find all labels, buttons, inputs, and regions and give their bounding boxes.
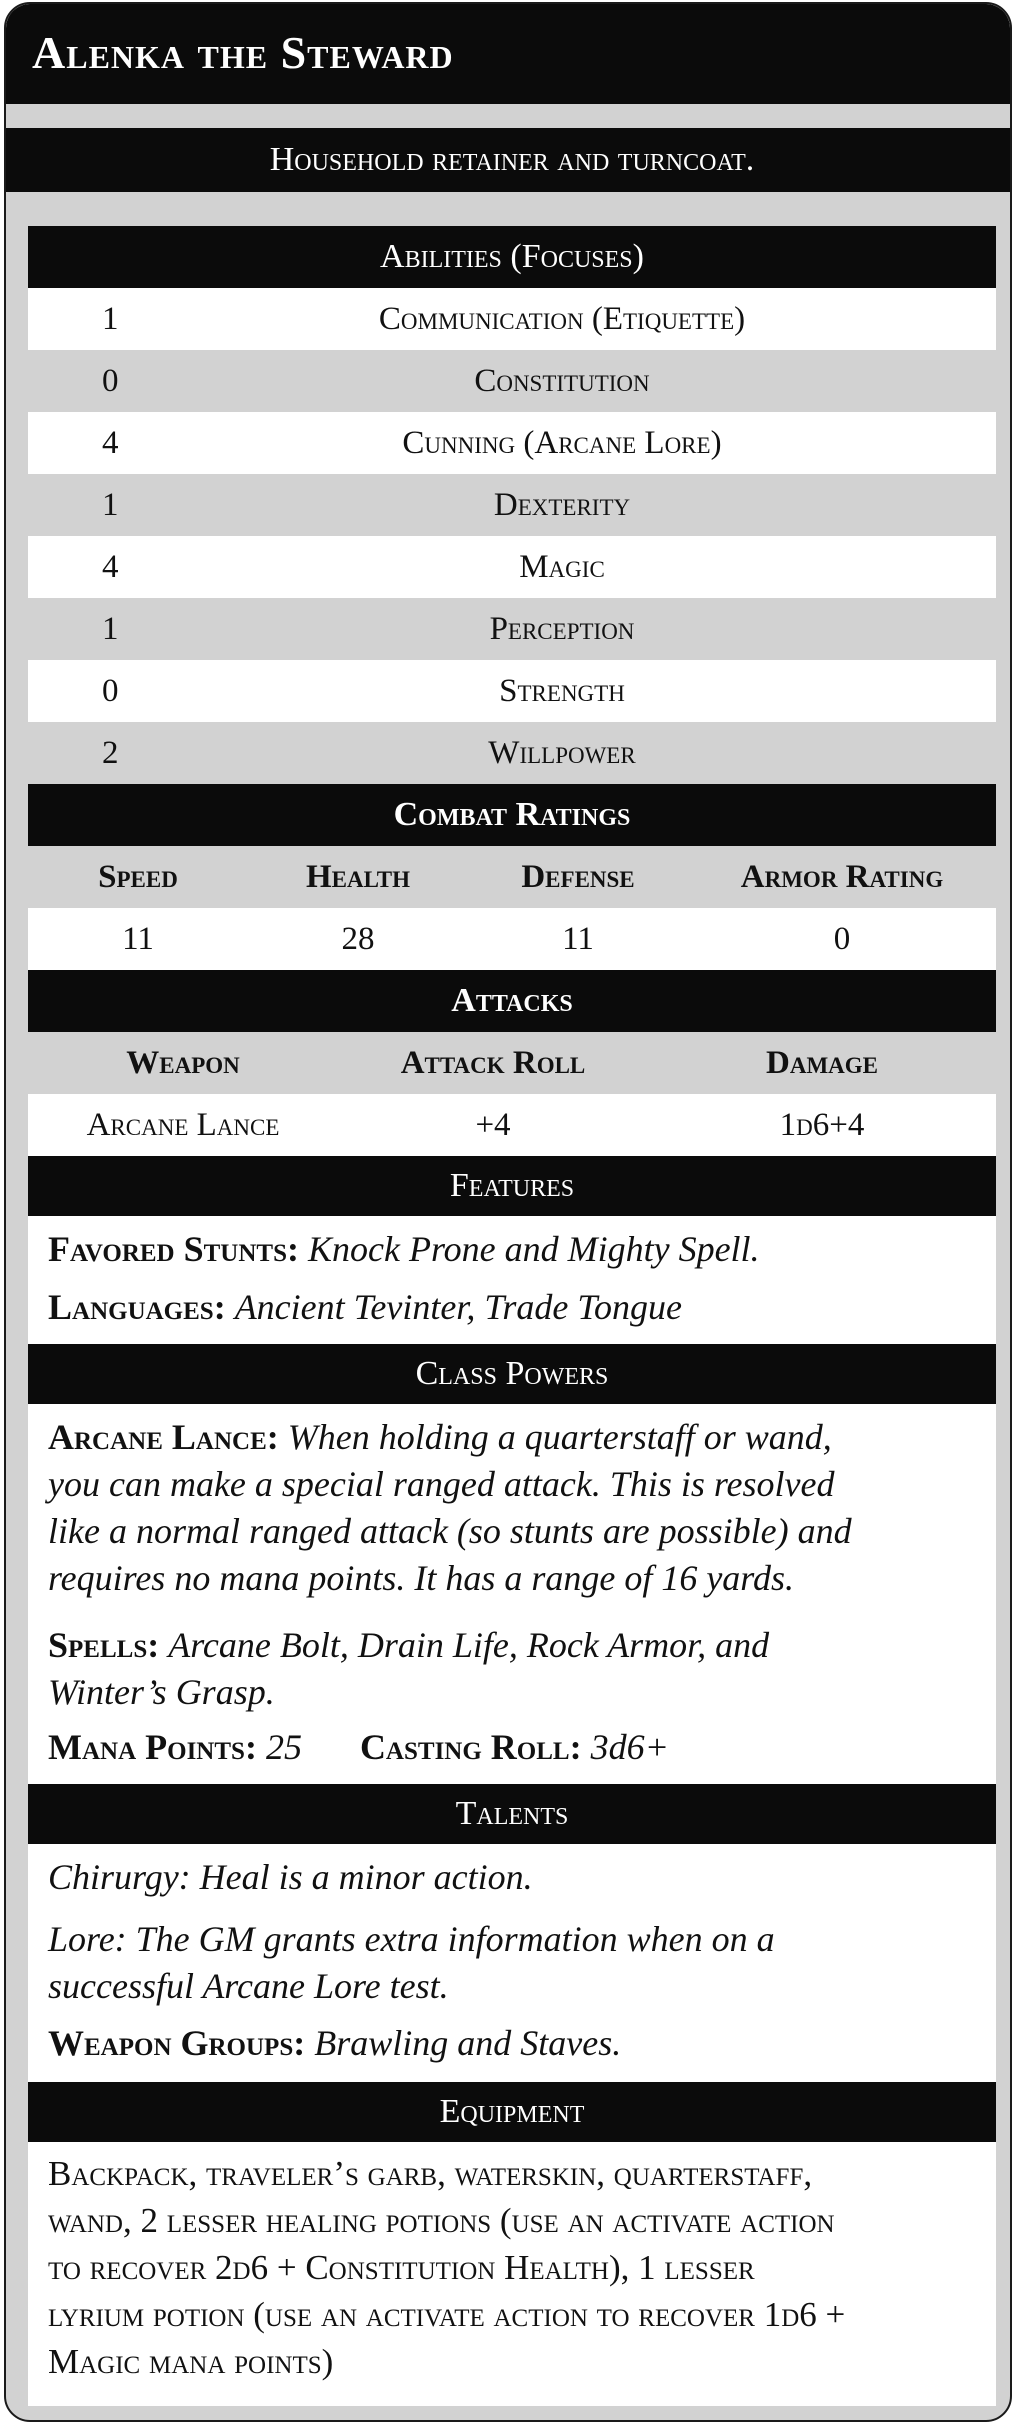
chirurgy-talent: Chirurgy: Heal is a minor action.: [48, 1857, 533, 1897]
languages-line: [48, 1284, 976, 1331]
ability-value: 4: [102, 549, 119, 585]
ability-row: [28, 722, 996, 784]
stat-block-card: [4, 2, 1012, 2422]
ability-value: 1: [102, 611, 119, 647]
ability-value: 0: [102, 363, 119, 399]
attack-roll-label: Attack Roll: [400, 1045, 586, 1081]
ability-value: 1: [102, 487, 119, 523]
equipment-box: [28, 2142, 996, 2406]
ability-name: Perception: [489, 611, 635, 647]
talents-header: Talents: [28, 1784, 996, 1844]
lore-talent: [48, 1916, 976, 2010]
attack-labels-row: [28, 1032, 996, 1094]
ability-value: 4: [102, 425, 119, 461]
ability-name: Dexterity: [493, 487, 631, 523]
lore-text: Lore: The GM grants extra information when on a: [48, 1919, 775, 1959]
ability-row: [28, 288, 996, 350]
health-label: Health: [305, 859, 411, 895]
weapon-groups-label: Weapon Groups:: [48, 2023, 306, 2063]
ability-name: Strength: [499, 673, 625, 709]
damage-label: Damage: [766, 1045, 878, 1081]
favored-stunts-line: [48, 1226, 976, 1273]
attacks-header: Attacks: [28, 970, 996, 1032]
weapon-label: Weapon: [126, 1045, 240, 1081]
talents-box: [28, 1844, 996, 2082]
casting-roll-value: 3d6+: [590, 1727, 669, 1767]
ability-name: Cunning (Arcane Lore): [402, 425, 722, 461]
favored-stunts-text: Knock Prone and Mighty Spell.: [307, 1229, 760, 1269]
equipment-line: wand, 2 lesser healing potions (use an activate action: [48, 2201, 835, 2240]
speed-label: Speed: [98, 859, 178, 895]
combat-labels-row: [28, 846, 996, 908]
ability-row: [28, 598, 996, 660]
spells-line: [48, 1622, 976, 1716]
character-description: Household retainer and turncoat.: [4, 128, 1012, 192]
ability-name: Communication (Etiquette): [378, 301, 746, 337]
title-bar: [6, 4, 1010, 104]
arcane-lance-text: like a normal ranged attack (so stunts are possible) and: [48, 1511, 852, 1551]
mana-points-value: 25: [265, 1727, 302, 1767]
features-header: Features: [28, 1156, 996, 1216]
speed-value: 11: [122, 921, 154, 957]
equipment-line: Backpack, traveler’s garb, waterskin, quarterstaff,: [48, 2154, 813, 2193]
attack-roll-value: +4: [475, 1107, 511, 1143]
attack-row: [28, 1094, 996, 1156]
character-name: Alenka the Steward: [32, 27, 454, 78]
ability-name: Willpower: [488, 735, 636, 771]
damage-value: 1d6+4: [779, 1107, 865, 1143]
arcane-lance-label: Arcane Lance:: [48, 1417, 279, 1457]
defense-value: 11: [562, 921, 594, 957]
arcane-lance-text: you can make a special ranged attack. This is resolved: [48, 1464, 835, 1504]
ability-row: [28, 660, 996, 722]
armor-rating-value: 0: [833, 921, 851, 957]
spells-text: Winter’s Grasp.: [48, 1672, 275, 1712]
ability-name: Magic: [519, 549, 605, 585]
class-powers-header: Class Powers: [28, 1344, 996, 1404]
combat-ratings-header: Combat Ratings: [28, 784, 996, 846]
ability-name: Constitution: [474, 363, 650, 399]
health-value: 28: [341, 921, 375, 957]
equipment-line: to recover 2d6 + Constitution Health), 1 lesser: [48, 2248, 755, 2287]
combat-values-row: [28, 908, 996, 970]
ability-row: [28, 412, 996, 474]
arcane-lance-power: [48, 1414, 976, 1602]
languages-text: Ancient Tevinter, Trade Tongue: [234, 1287, 683, 1327]
arcane-lance-text: requires no mana points. It has a range of 16 yards.: [48, 1558, 794, 1598]
weapon-groups-line: [48, 2020, 976, 2067]
arcane-lance-text: When holding a quarterstaff or wand,: [287, 1417, 832, 1457]
equipment-line: lyrium potion (use an activate action to recover 1d6 +: [48, 2295, 846, 2334]
weapon-groups-text: Brawling and Staves.: [314, 2023, 622, 2063]
languages-label: Languages:: [48, 1287, 226, 1327]
weapon-name: Arcane Lance: [86, 1107, 280, 1143]
favored-stunts-label: Favored Stunts:: [48, 1229, 299, 1269]
ability-row: [28, 350, 996, 412]
ability-value: 2: [102, 735, 119, 771]
equipment-header: Equipment: [28, 2082, 996, 2142]
abilities-header: Abilities (Focuses): [28, 226, 996, 288]
defense-label: Defense: [521, 859, 635, 895]
equipment-line: Magic mana points): [48, 2342, 334, 2381]
equipment-list: [48, 2150, 976, 2385]
mana-casting-line: [48, 1724, 976, 1771]
ability-value: 0: [102, 673, 119, 709]
armor-rating-label: Armor Rating: [740, 859, 944, 895]
casting-roll-label: Casting Roll:: [359, 1727, 582, 1767]
spells-label: Spells:: [48, 1625, 160, 1665]
features-box: [28, 1216, 996, 1344]
mana-points-label: Mana Points:: [48, 1727, 257, 1767]
ability-value: 1: [102, 301, 119, 337]
lore-text: successful Arcane Lore test.: [48, 1966, 449, 2006]
class-powers-box: [28, 1404, 996, 1784]
spells-text: Arcane Bolt, Drain Life, Rock Armor, and: [168, 1625, 770, 1665]
ability-row: [28, 536, 996, 598]
ability-row: [28, 474, 996, 536]
